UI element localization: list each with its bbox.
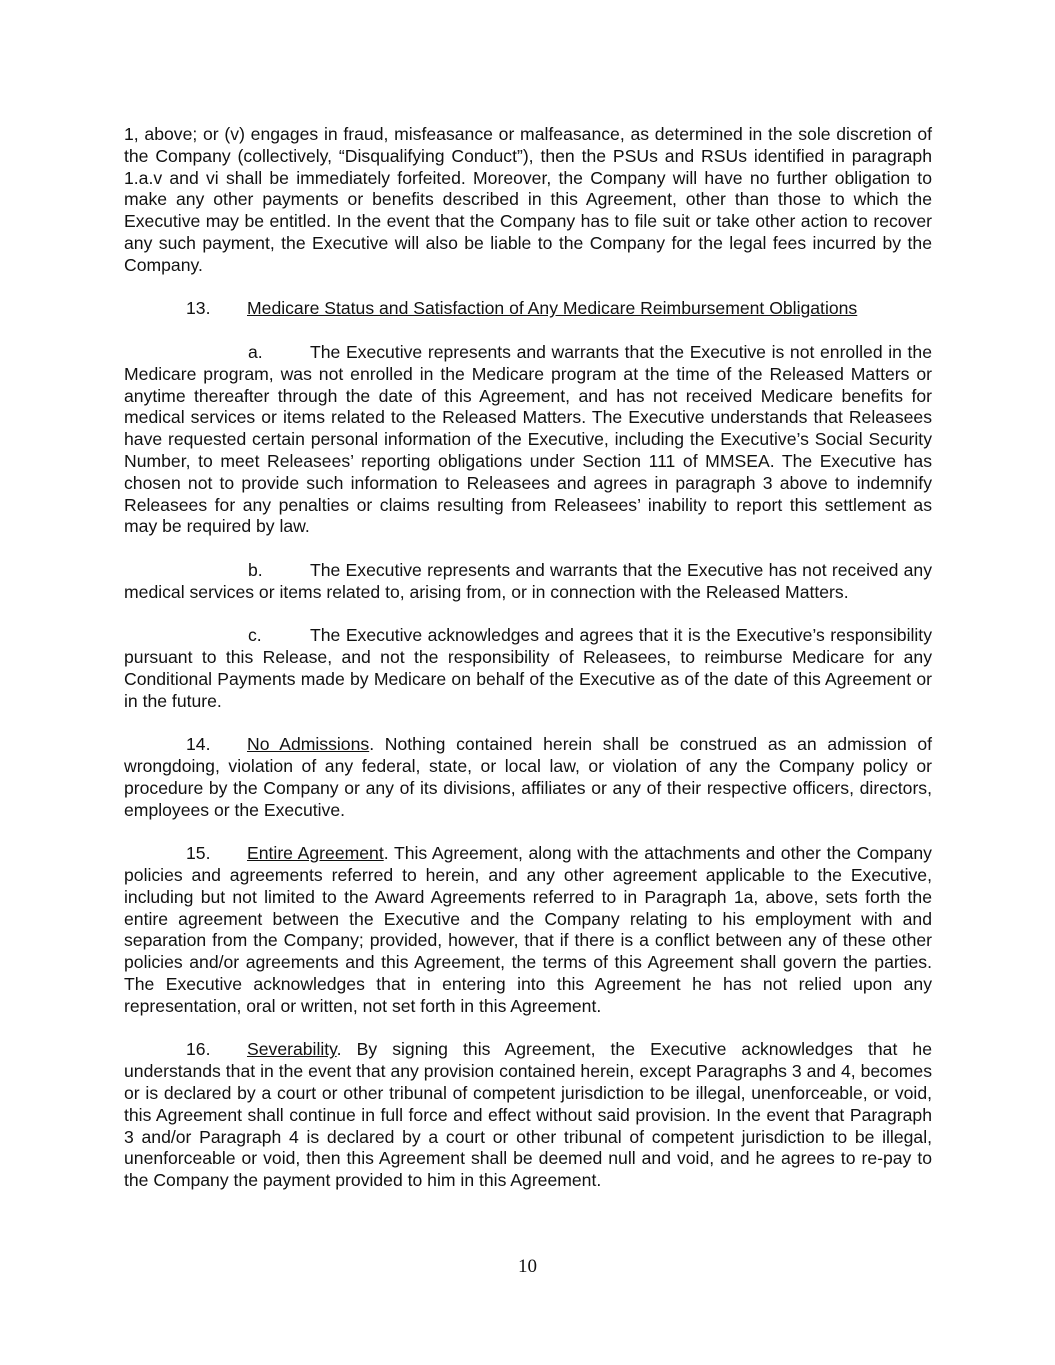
- section-16-number: 16.: [186, 1039, 211, 1060]
- section-13a-text: The Executive represents and warrants that the Executive is not enrolled in the Medicare program, was not enrolled in the Medicare program at the time of the Released Matters or anytime thereafter through the date of this Agreement, and has not received Medicare benefits for medical services or items related to the Released Matters. The Executive understands that Releasees have requested certain personal information of the Executive, including the Executive’s Social Security Number, to meet Releasees’ reporting obligations under Section 111 of MMSEA. The Executive has chosen not to provide such information to Releasees and agrees in paragraph 3 above to indemnify Releasees for any penalties or claims resulting from Releasees’ inability to report this settlement as may be required by law.: [124, 341, 932, 537]
- section-15-title: Entire Agreement: [247, 843, 384, 864]
- page-number: 10: [518, 1256, 537, 1277]
- section-13-heading: [124, 298, 932, 320]
- section-16-title: Severability: [247, 1039, 337, 1060]
- section-13b: [124, 560, 932, 604]
- section-13b-label: b.: [248, 559, 263, 580]
- section-13-title: Medicare Status and Satisfaction of Any Medicare Reimbursement Obligations: [247, 298, 858, 319]
- section-13b-text: The Executive represents and warrants that the Executive has not received any medical services or items related to, arising from, or in connection with the Released Matters.: [124, 559, 932, 602]
- document-page: [124, 124, 932, 1214]
- section-14: [124, 734, 932, 821]
- section-14-title: No Admissions: [247, 734, 370, 755]
- section-13c: [124, 625, 932, 712]
- section-13c-label: c.: [248, 625, 262, 646]
- section-14-text: . Nothing contained herein shall be construed as an admission of wrongdoing, violation of any federal, state, or local law, or violation of any the Company policy or procedure by the Company or any of its divisions, affiliates or any of their respective officers, directors, employees or the Executive.: [124, 734, 932, 820]
- paragraph-continuation: 1, above; or (v) engages in fraud, misfeasance or malfeasance, as determined in the sole discretion of the Company (collectively, “Disqualifying Conduct”), then the PSUs and RSUs identified in paragraph 1.a.v and vi shall be immediately forfeited. Moreover, the Company will have no further obligation to make any other payments or benefits described in this Agreement, other than those to which the Executive may be entitled. In the event that the Company has to file suit or take other action to recover any such payment, the Executive will also be liable to the Company for the legal fees incurred by the Company.: [124, 124, 932, 275]
- section-15-number: 15.: [186, 843, 211, 864]
- section-16: [124, 1039, 932, 1192]
- section-15: [124, 843, 932, 1017]
- section-13a-label: a.: [248, 341, 263, 362]
- section-15-text: . This Agreement, along with the attachments and other the Company policies and agreements referred to herein, and any other agreement applicable to the Executive, including but not limited to the Award Agreements referred to in Paragraph 1a, above, sets forth the entire agreement between the Executive and the Company relating to his employment with and separation from the Company; provided, however, that if there is a conflict between any of these other policies and/or agreements and this Agreement, the terms of this Agreement shall govern the parties. The Executive acknowledges that in entering into this Agreement he has not relied upon any representation, oral or written, not set forth in this Agreement.: [124, 843, 932, 1016]
- section-13a: [124, 342, 932, 538]
- section-13-number: 13.: [186, 298, 211, 319]
- section-13c-text: The Executive acknowledges and agrees that it is the Executive’s responsibility pursuant to this Release, and not the responsibility of Releasees, to reimburse Medicare for any Conditional Payments made by Medicare on behalf of the Executive as of the date of this Agreement or in the future.: [124, 625, 932, 711]
- section-14-number: 14.: [186, 734, 211, 755]
- section-16-text: . By signing this Agreement, the Executive acknowledges that he understands that in the event that any provision contained herein, except Paragraphs 3 and 4, becomes or is declared by a court or other tribunal of competent jurisdiction to be illegal, unenforceable, or void, this Agreement shall continue in full force and effect without said provision. In the event that Paragraph 3 and/or Paragraph 4 is declared by a court or other tribunal of competent jurisdiction to be illegal, unenforceable or void, then this Agreement shall be deemed null and void, and he agrees to re-pay to the Company the payment provided to him in this Agreement.: [124, 1039, 932, 1191]
